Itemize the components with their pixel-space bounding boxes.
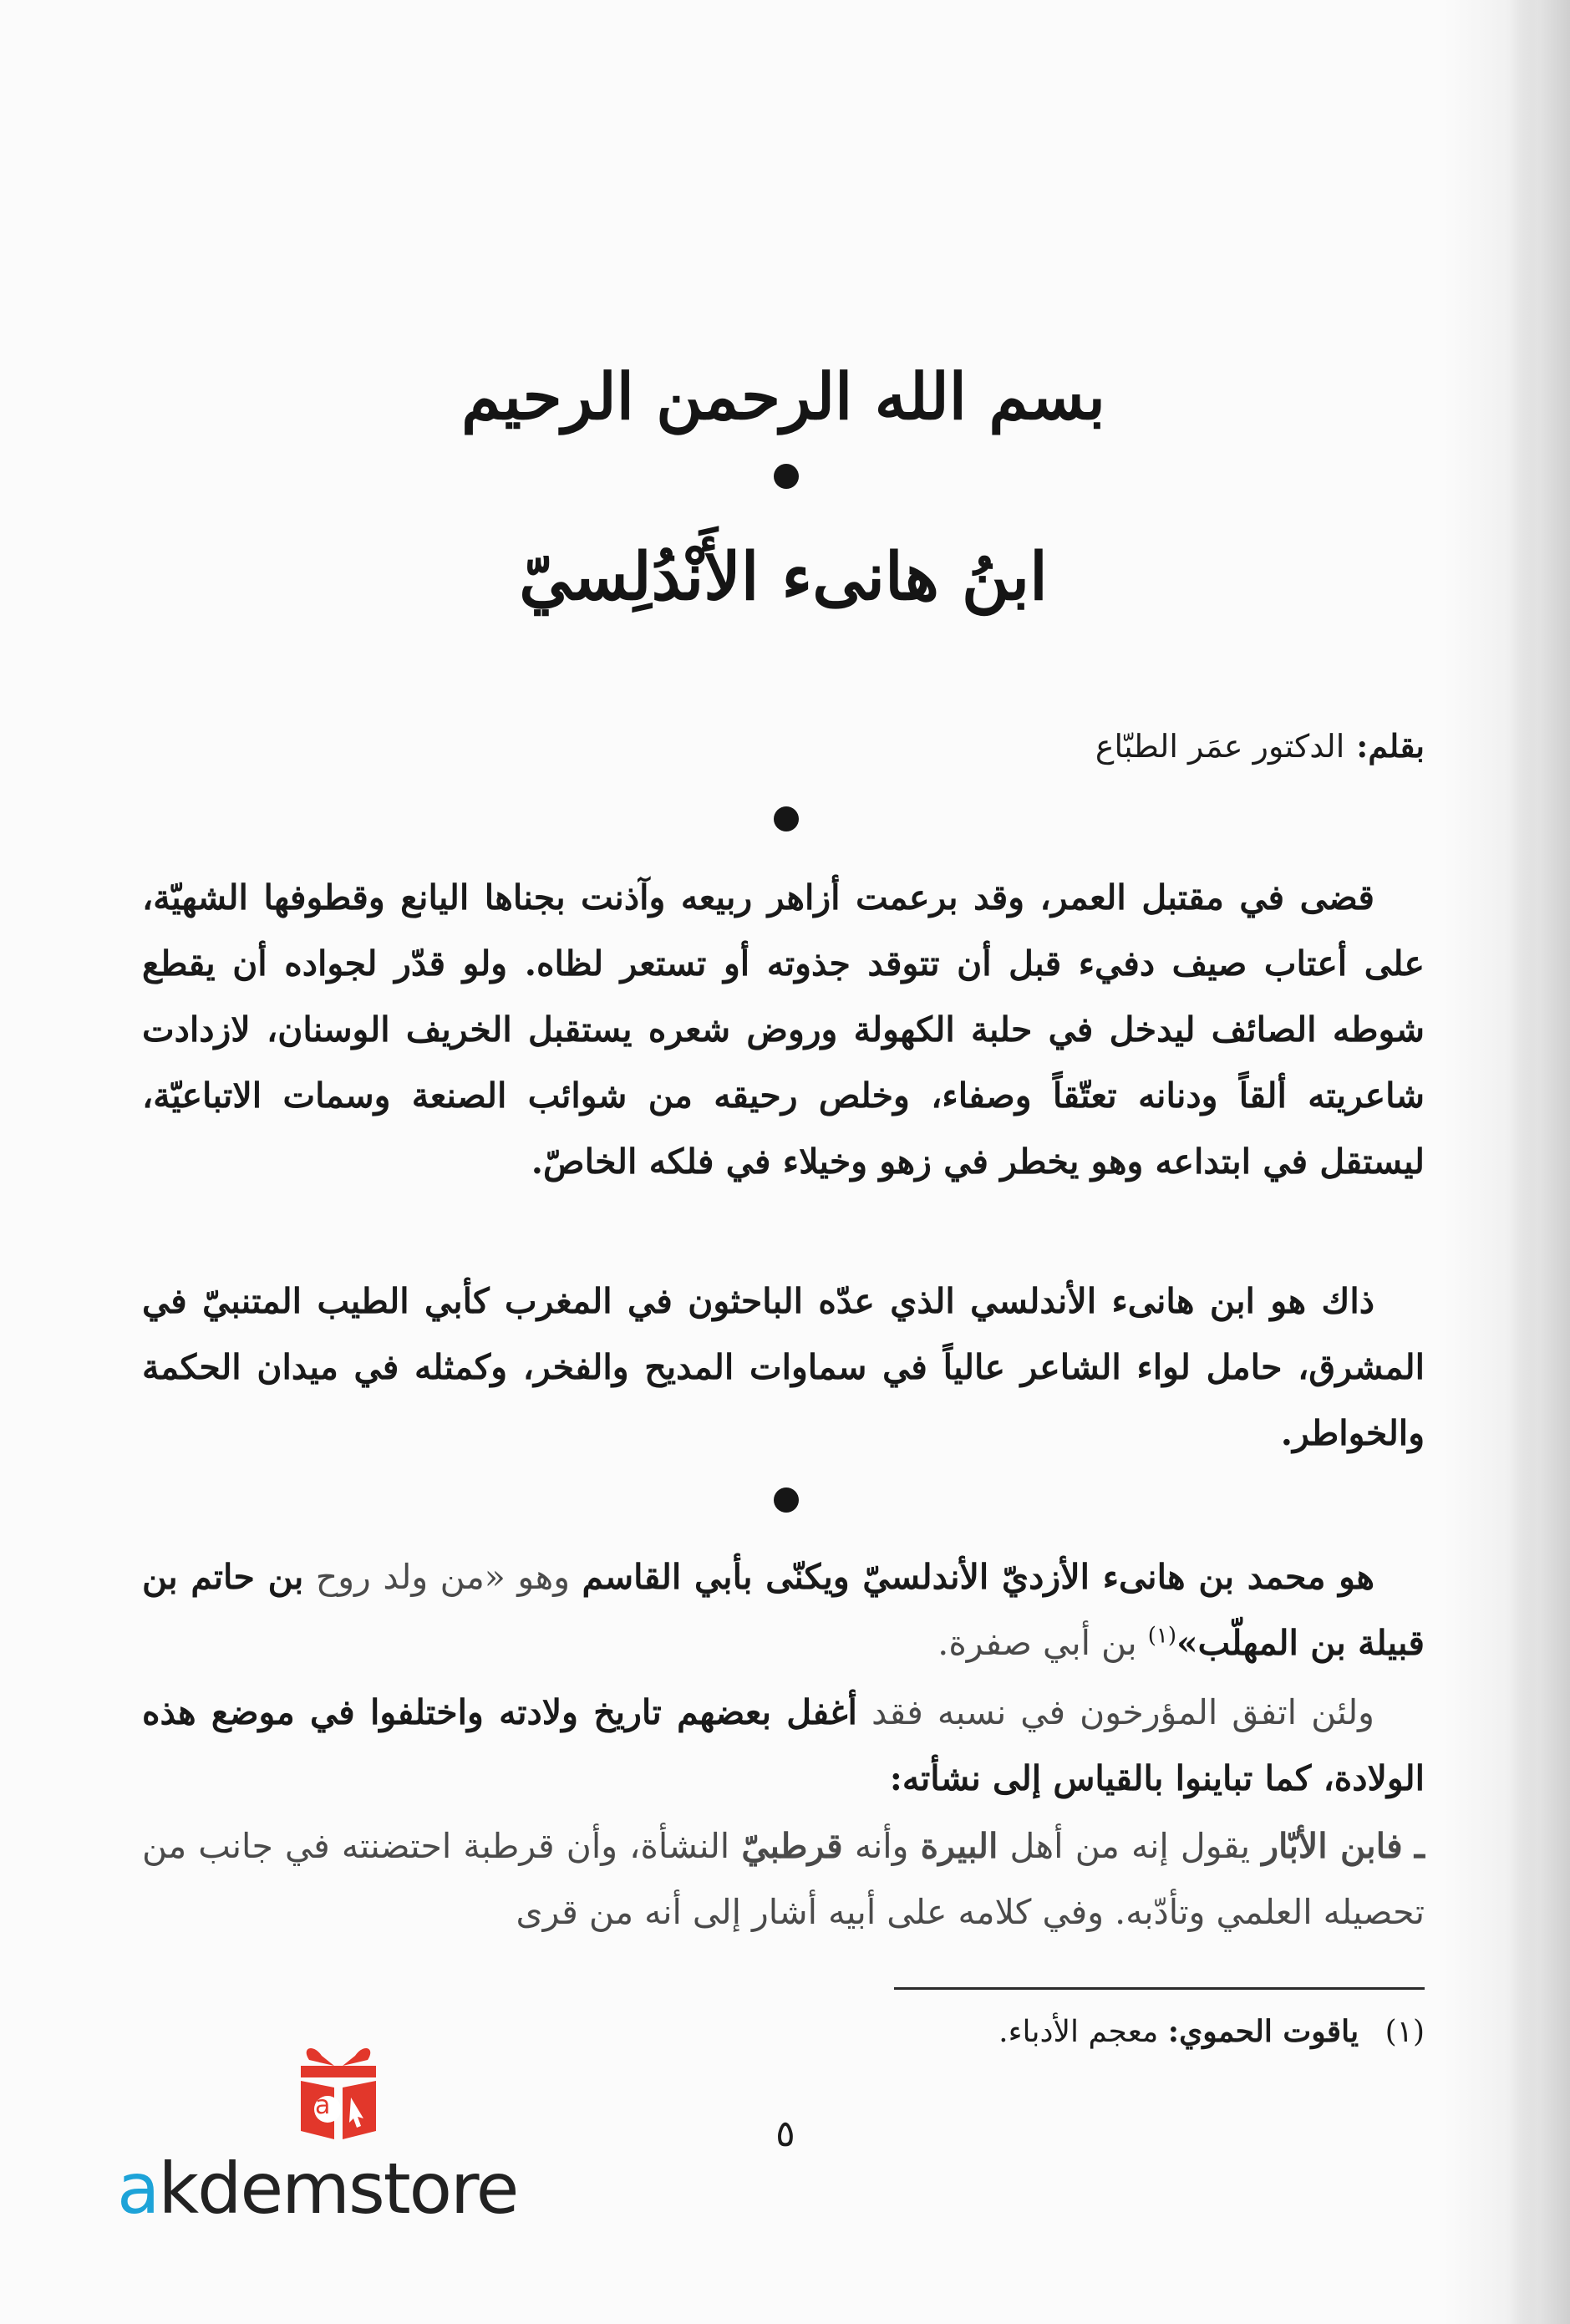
paragraph-lineage bbox=[142, 1544, 1425, 1676]
footnote-divider bbox=[894, 1987, 1425, 1990]
separator-dot bbox=[774, 806, 799, 831]
place-cordoba: قرطبيّ bbox=[741, 1826, 843, 1866]
byline-author: الدكتور عمَر الطبّاع bbox=[1095, 728, 1345, 765]
chapter-title: ابنُ هانىء الأَنْدُلِسيّ bbox=[519, 539, 1048, 615]
paragraph-intro: قضى في مقتبل العمر، وقد برعمت أزاهر ربيعه وآذنت بجناها اليانع وقطوفها الشهيّة، على أعتاب صيف دفيء قبل أن تتوقد جذوته أو تستعر لظاه. ولو قدّر لجواده أن يقطع شوطه الصائف ليدخل في حلبة الكهولة وروض شعره يستقبل الخريف الوسنان، لازدادت شاعريته ألقاً ودنانه تعتّقاً وصفاء، وخلص رحيقه من شوائب الصنعة وسمات الاتباعيّة، ليستقل في ابتداعه وهو يخطر في زهو وخيلاء في فلكه الخاصّ. bbox=[142, 877, 1425, 1182]
place-elvira: البيرة bbox=[920, 1826, 998, 1866]
page-number: ٥ bbox=[775, 2113, 795, 2155]
list-dash: ـ bbox=[1414, 1826, 1425, 1866]
lineage-quote-end: بن حاتم بن قبيلة بن المهلّب» bbox=[142, 1557, 1425, 1663]
page-spine-shadow bbox=[1512, 0, 1570, 2324]
book-gift-icon bbox=[284, 2039, 393, 2148]
abbar-text-3: النشأة، وأن قرطبة احتضنته في جانب من تحصيله العلمي وتأدّبه. وفي كلامه على أبيه أشار إلى أنه من قرى bbox=[142, 1826, 1425, 1932]
abbar-text-1: يقول إنه من أهل bbox=[1009, 1826, 1251, 1866]
separator-dot bbox=[774, 464, 799, 489]
paragraph-birth bbox=[142, 1680, 1425, 1812]
brand-rest: kdemstore bbox=[158, 2148, 518, 2230]
paragraph-comparison: ذاك هو ابن هانىء الأندلسي الذي عدّه الباحثون في المغرب كأبي الطيب المتنبيّ في المشرق، حامل لواء الشاعر عالياً في سماوات المديح والفخر، وكمثله في ميدان الحكمة والخواطر. bbox=[142, 1281, 1425, 1453]
lineage-tail: بن أبي صفرة. bbox=[937, 1623, 1137, 1663]
logo-letter: a bbox=[315, 2091, 331, 2120]
lineage-name: هو محمد بن هانىء الأزديّ الأندلسيّ ويكنّى بأبي القاسم bbox=[582, 1557, 1374, 1597]
store-watermark bbox=[117, 2039, 551, 2231]
footnote-marker: (١) bbox=[1385, 2015, 1425, 2049]
birth-body: أغفل بعضهم تاريخ ولادته واختلفوا في موضع هذه الولادة، كما تباينوا بالقياس إلى نشأته: bbox=[142, 1692, 1425, 1798]
footnote-ref: (١) bbox=[1147, 1623, 1176, 1649]
basmala-heading: بسم الله الرحمن الرحيم bbox=[461, 359, 1105, 434]
footnote-work: معجم الأدباء. bbox=[998, 2015, 1159, 2049]
brand-initial: a bbox=[117, 2148, 159, 2230]
abbar-text-2: وأنه bbox=[854, 1826, 909, 1866]
brand-wordmark bbox=[117, 2148, 517, 2230]
separator-dot bbox=[774, 1487, 799, 1513]
byline bbox=[142, 727, 1425, 765]
paragraph-ibn-al-abbar bbox=[142, 1813, 1425, 1945]
footnote-source: ياقوت الحموي: bbox=[1167, 2014, 1359, 2049]
lineage-quote-start: وهو «من ولد روح bbox=[315, 1557, 570, 1597]
abbar-name: فابن الأبّار bbox=[1262, 1826, 1403, 1866]
birth-intro: ولئن اتفق المؤرخون في نسبه فقد bbox=[871, 1692, 1374, 1732]
byline-label: بقلم: bbox=[1356, 727, 1425, 765]
